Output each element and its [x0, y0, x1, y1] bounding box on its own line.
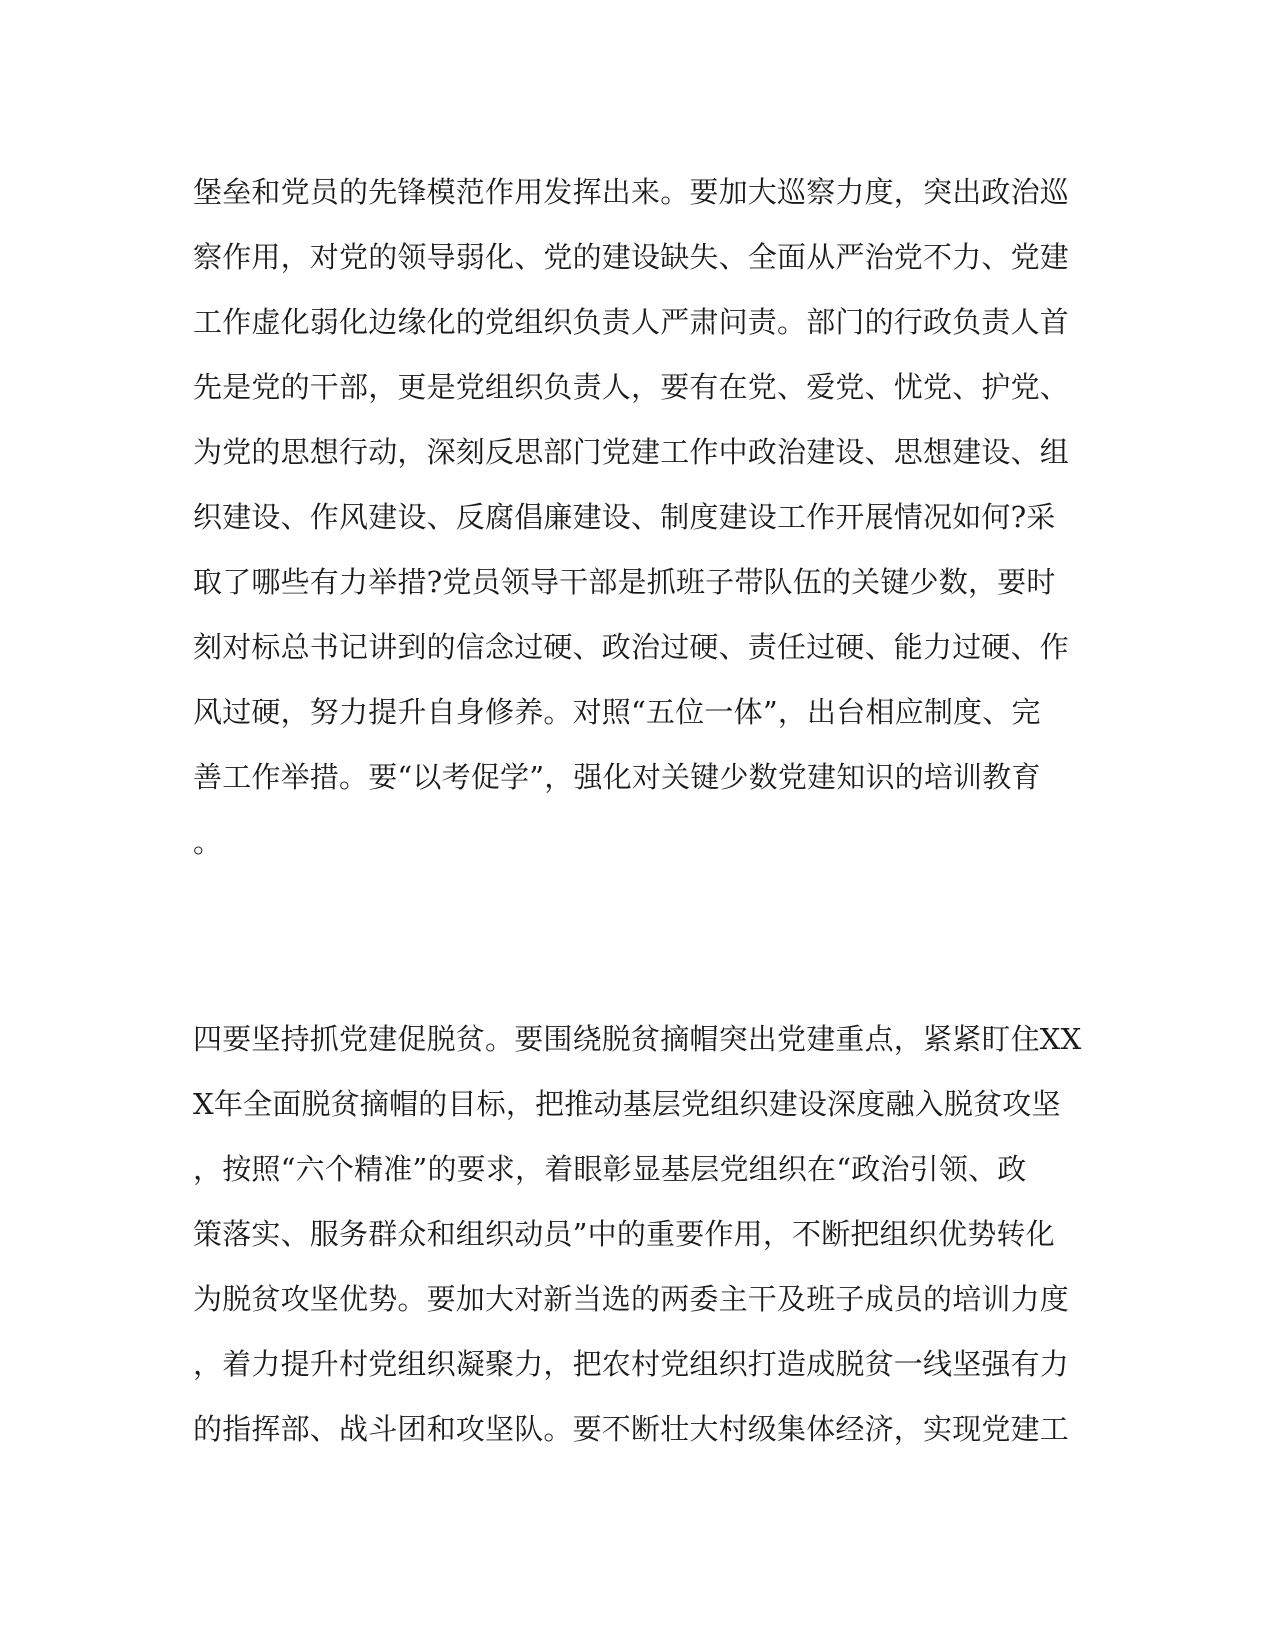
paragraph-inspection-and-accountability — [193, 170, 1073, 885]
text-line: ，着力提升村党组织凝聚力，把农村党组织打造成脱贫一线坚强有力 — [193, 1347, 1070, 1381]
text-line: 四要坚持抓党建促脱贫。要围绕脱贫摘帽突出党建重点，紧紧盯住XX — [193, 1022, 1082, 1056]
text-line: 工作虚化弱化边缘化的党组织负责人严肃问责。部门的行政负责人首 — [193, 305, 1070, 339]
paragraph-party-building-poverty-alleviation — [193, 1017, 1082, 1472]
text-line: 刻对标总书记讲到的信念过硬、政治过硬、责任过硬、能力过硬、作 — [193, 630, 1070, 664]
text-line: X年全面脱贫摘帽的目标，把推动基层党组织建设深度融入脱贫攻坚 — [193, 1087, 1061, 1121]
text-line: 策落实、服务群众和组织动员”中的重要作用，不断把组织优势转化 — [193, 1217, 1055, 1251]
text-line: 堡垒和党员的先锋模范作用发挥出来。要加大巡察力度，突出政治巡 — [193, 175, 1070, 209]
text-line: 取了哪些有力举措?党员领导干部是抓班子带队伍的关键少数，要时 — [193, 565, 1056, 599]
text-line: 先是党的干部，更是党组织负责人，要有在党、爱党、忧党、护党、 — [193, 370, 1070, 404]
text-line: 为脱贫攻坚优势。要加大对新当选的两委主干及班子成员的培训力度 — [193, 1282, 1070, 1316]
text-line: 为党的思想行动，深刻反思部门党建工作中政治建设、思想建设、组 — [193, 435, 1070, 469]
text-line: 的指挥部、战斗团和攻坚队。要不断壮大村级集体经济，实现党建工 — [193, 1412, 1070, 1446]
text-line: 织建设、作风建设、反腐倡廉建设、制度建设工作开展情况如何?采 — [193, 500, 1056, 534]
text-line: ，按照“六个精准”的要求，着眼彰显基层党组织在“政治引领、政 — [193, 1152, 1027, 1186]
text-line: 善工作举措。要“以考促学”，强化对关键少数党建知识的培训教育 — [193, 760, 1041, 794]
text-line: 风过硬，努力提升自身修养。对照“五位一体”，出台相应制度、完 — [193, 695, 1041, 729]
text-line: 。 — [193, 825, 223, 859]
text-line: 察作用，对党的领导弱化、党的建设缺失、全面从严治党不力、党建 — [193, 240, 1070, 274]
